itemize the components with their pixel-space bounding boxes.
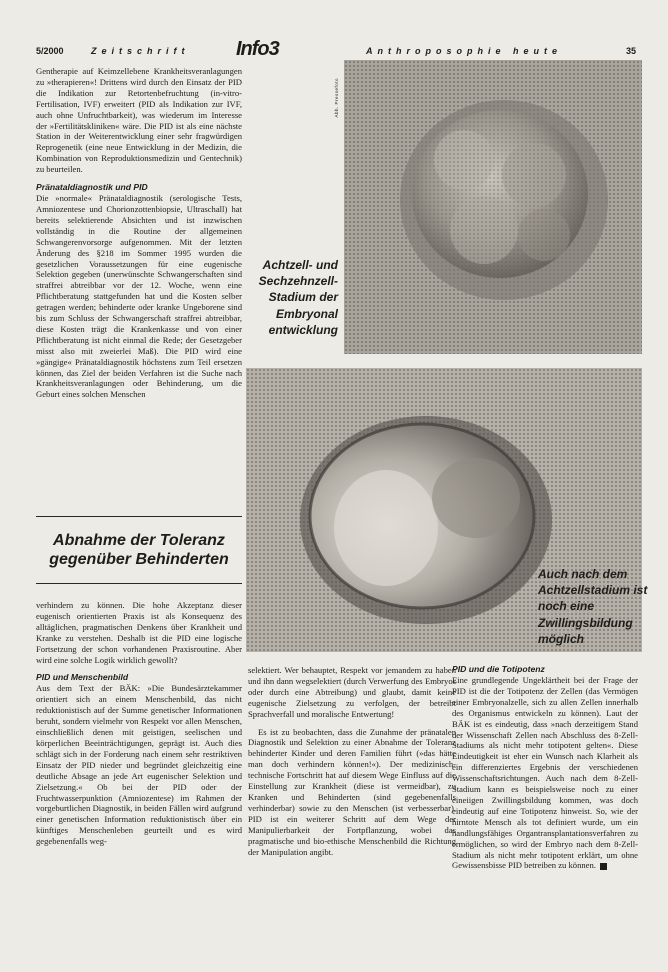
intro-paragraph: Gentherapie auf Keimzellebene Krankheitsveranlagungen zu »therapieren«! Drittens wird durch den Einsatz der PID die Indikation zur Retortenbefruchtung (in-vitro-Fertilisation, IVF) erweitert (PID als Indikation zur IVF, auch ohne Unfruchtbarkeit), was wiederum im Interesse der »Fertilitätskliniken« wäre. Die PID ist als eine nächste Station in der Weiterentwicklung einer sehr fragwürdigen Reprogenetik (eine neue Entwicklung in der Medizin, die Kombination von Reproduktionsmedizin und Gentechnik) zu beurteilen. [36,66,242,175]
page-number: 35 [625,46,636,56]
column-middle [248,665,456,857]
section-heading-menschenbild: PID und Menschenbild [36,672,129,683]
column-right [452,664,638,871]
embryo-photo-top [344,60,642,354]
column-left-top [36,66,242,400]
menschenbild-paragraph: Aus dem Text der BÄK: »Die Bundesärztekammer orientiert sich an einem Menschenbild, das nicht reduktionistisch auf der Summe genetischer Informationen beruht, sondern vielmehr von Respekt vor allen Menschen, einschließlich denen mit geistigen, seelischen und körperlichen Beeinträchtigungen, geprägt ist. Auch dies schlägt sich in der Forderung nach einem sehr restriktiven Einsatz der PID nieder und begründet gleichzeitig eine deutliche Absage an jede Art eugenischer Selektion und Zielsetzung.« Ob bei der PID oder der Fruchtwasserpunktion (Amniozentese) im Rahmen der vorgeburtlichen Diagnostik, in beiden Fällen wird aufgrund einer genetischen Information reduktionistisch über ein künftiges Menschenleben geurteilt und es wird gegebenenfalls weg- [36,683,242,847]
page-header [36,40,636,62]
middle-paragraph-1: selektiert. Wer behauptet, Respekt vor jemandem zu haben und ihn dann wegselektiert (durch Verwerfung des Embryos oder durch eine Abtreibung) und glaubt, damit keine eugenische Zielsetzung zu verfolgen, der betreibt Sprachverfall und moralische Entwertung! [248,665,456,719]
photo-credit: Abb. Pressefoto [334,78,339,118]
pull-quote [36,516,242,584]
praenataldiagnostik-paragraph: Die »normale« Pränataldiagnostik (serologische Tests, Amniozentese und Chorionzottenbiopsie, Ultraschall) hat bereits selektierende Absichten und ist inzwischen vollständig in die Routine der allgemeinen Schwangerenvorsorge aufgenommen. Mit der letzten Änderung des §218 im Sommer 1995 wurden die gesetzlichen Voraussetzungen für eine eugenische Selektion gegeben (unerwünschte Schwangerschaften sind straffrei abtreibbar vor der 12. Woche, wenn eine Pflichtberatung stattgefunden hat und die Kosten selber getragen werden; behinderte oder kranke Ungeborene sind bis zum Schluss der Schwangerschaft straffrei abtreibbar, diese Kosten trägt die Krankenkasse und von einer Pflichtberatung ist nicht einmal die Rede; der Gesetzgeber misst also mit zweierlei Maß). Die PID wird eine »gängige« Pränataldiagnostik höchstens zum Teil ersetzen können, das Ziel der beiden Verfahren ist die Suche nach Krankheitsveranlagungen oder Behinderung, um die Geburt eines solchen Menschen [36,193,242,400]
magazine-subtitle: Anthroposophie heute [366,46,562,56]
caption-photo-bottom: Auch nach dem Achtzellstadium ist noch eine Zwillingsbildung möglich [538,567,648,646]
section-heading-totipotenz: PID und die Totipotenz [452,664,545,674]
magazine-label: Zeitschrift [91,46,190,56]
issue-number: 5/2000 [36,46,64,56]
continuation-paragraph: verhindern zu können. Die hohe Akzeptanz dieser eugenisch orientierten Praxis ist als Konsequenz des alltäglichen, pragmatischen Denkens über Krankheit und Kranke zu verstehen. Deshalb ist die PID eine logische Fortsetzung der schon vorhandenen Praxisroutine. Aber wird eine solche Logik wirklich gewollt? [36,600,242,665]
column-left-bottom [36,600,242,847]
section-heading-praenataldiagnostik: Pränataldiagnostik und PID [36,182,148,193]
caption-photo-top: Achtzell- und Sechzehnzell-Stadium der Embryonal entwicklung [258,258,338,337]
magazine-logo: Info3 [236,38,279,60]
end-of-article-icon [600,863,607,870]
pull-quote-text: Abnahme der Toleranz gegenüber Behinderten [49,532,229,568]
middle-paragraph-2: Es ist zu beobachten, dass die Zunahme der pränatalen Diagnostik und Selektion zu einer Abnahme der Toleranz behinderter Kinder und deren Familien führt (»das hätte man doch verhindern können!«). Der medizinisch-technische Fortschritt hat auf diesem Wege Einfluss auf die Einstellung zur Krankheit (diese ist vermeidbar), zu Kranken und Behinderten (sind gegebenenfalls verhinderbar) sowie zu den Menschen (ist verbesserbar). PID ist ein weiterer Schritt auf dem Wege der Manipulierbarkeit der Fortpflanzung, wobei das pragmatische und bio-ethische Menschenbild die Richtung der Manipulation angibt. [248,726,456,857]
totipotenz-paragraph [452,675,638,871]
totipotenz-text: Eine grundlegende Ungeklärtheit bei der Frage der PID ist die der Totipotenz der Zellen (das Vermögen einer Embryonalzelle, sich zu allen Zellen innerhalb des Organismus entwickeln zu können). Laut der BÄK ist es eindeutig, dass »nach derzeitigem Stand der Wissenschaft Zellen nach Abschluss des 8-Zell-Stadiums als nicht mehr totipotent gelten«. Diese Eindeutigkeit ist eher ein Wunsch nach Klarheit als ein differenziertes Ergebnis der verschiedenen Wissenschaftsrichtungen. Auch nach dem 8-Zell-Stadium kann es beispielsweise noch zu einer eineiigen Zwillingsbildung kommen, was doch eindeutig auf eine Totipotenz hinweist. So, wie der hirntote Mensch als tot definiert wurde, um ein handlungsfähiges Organtransplantationsverfahren zu ermöglichen, so wird der Embryo nach dem 8-Zell-Stadium als nicht mehr totipotent erklärt, um ohne Gewissensbisse PID betreiben zu können. [452,675,638,871]
